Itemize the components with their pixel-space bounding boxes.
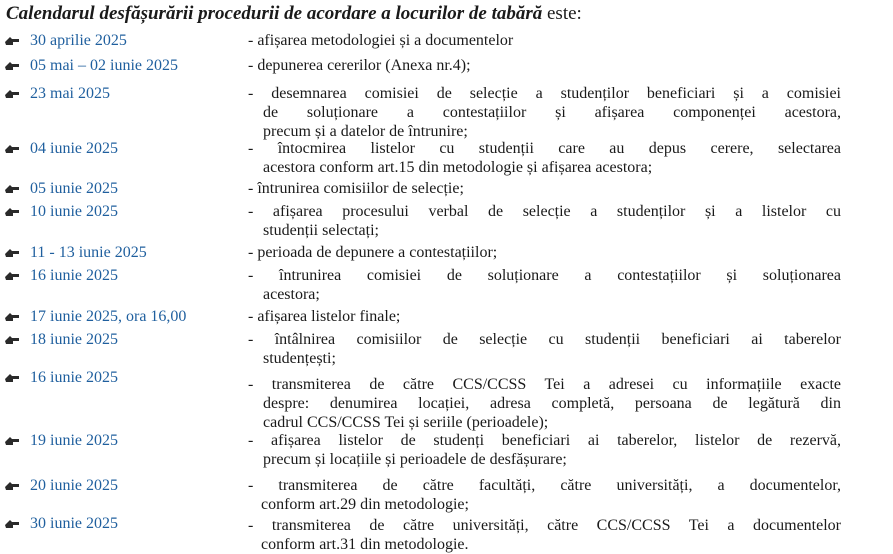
item-line: - transmiterea de către CCS/CCSS Tei a adresei cu informațiile exacte bbox=[248, 376, 841, 393]
item-line: cadrul CCS/CCSS Tei și seriile (perioadele); bbox=[263, 414, 549, 431]
item-description bbox=[248, 84, 841, 141]
item-date: 23 mai 2025 bbox=[30, 85, 110, 102]
item-date: 30 iunie 2025 bbox=[30, 515, 118, 532]
hand-pointing-icon bbox=[4, 370, 22, 386]
item-description bbox=[248, 31, 841, 50]
item-date: 16 iunie 2025 bbox=[30, 369, 118, 386]
item-line: - întocmirea listelor cu studenții care au depus cerere, selectarea bbox=[248, 140, 841, 157]
item-date: 20 iunie 2025 bbox=[30, 477, 118, 494]
item-line: - desemnarea comisiei de selecție a studenților beneficiari și a comisiei bbox=[248, 85, 841, 102]
title-bold: Calendarul desfășurării procedurii de acordare a locurilor de tabără bbox=[6, 3, 543, 24]
page-title bbox=[6, 3, 582, 25]
item-line: - întâlnirea comisiilor de selecție cu studenții beneficiari ai taberelor bbox=[248, 331, 841, 348]
item-line: precum și a datelor de întrunire; bbox=[263, 123, 468, 140]
item-line: conform art.31 din metodologie. bbox=[261, 536, 469, 553]
item-description bbox=[248, 375, 841, 432]
hand-pointing-icon bbox=[4, 245, 22, 261]
hand-pointing-icon bbox=[4, 86, 22, 102]
item-description bbox=[248, 431, 841, 469]
item-line: - transmiterea de către facultăți, către universități, a documentelor, bbox=[248, 477, 841, 494]
item-line: de soluționare a contestațiilor și afișarea componenței acestora, bbox=[263, 104, 841, 121]
item-description bbox=[248, 139, 841, 177]
item-description bbox=[248, 202, 841, 240]
item-line: - întrunirea comisiilor de selecție; bbox=[248, 180, 464, 197]
item-line: acestora; bbox=[263, 286, 320, 303]
hand-pointing-icon bbox=[4, 516, 22, 532]
hand-pointing-icon bbox=[4, 204, 22, 220]
item-description bbox=[248, 330, 841, 368]
item-date: 05 iunie 2025 bbox=[30, 180, 118, 197]
hand-pointing-icon bbox=[4, 33, 22, 49]
item-line: acestora conform art.15 din metodologie și afișarea acestora; bbox=[263, 159, 653, 176]
hand-pointing-icon bbox=[4, 478, 22, 494]
hand-pointing-icon bbox=[4, 433, 22, 449]
item-date: 11 - 13 iunie 2025 bbox=[30, 244, 147, 261]
item-date: 04 iunie 2025 bbox=[30, 140, 118, 157]
item-description bbox=[248, 266, 841, 304]
hand-pointing-icon bbox=[4, 58, 22, 74]
item-description bbox=[248, 307, 841, 326]
item-line: - întrunirea comisiei de soluționare a contestațiilor și soluționarea bbox=[248, 267, 841, 284]
item-line: conform art.29 din metodologie; bbox=[261, 496, 469, 513]
item-date: 18 iunie 2025 bbox=[30, 331, 118, 348]
item-line: - transmiterea de către universități, către CCS/CCSS Tei a documentelor bbox=[248, 517, 841, 534]
item-description bbox=[248, 56, 841, 75]
item-line: - depunerea cererilor (Anexa nr.4); bbox=[248, 57, 471, 74]
item-line: precum și locațiile și perioadele de desfășurare; bbox=[263, 451, 567, 468]
item-line: - afișarea listelor de studenți beneficiari ai taberelor, listelor de rezervă, bbox=[248, 432, 841, 449]
item-line: despre: denumirea locației, adresa completă, persoana de legătură din bbox=[263, 395, 841, 412]
hand-pointing-icon bbox=[4, 181, 22, 197]
item-description bbox=[248, 476, 841, 514]
hand-pointing-icon bbox=[4, 332, 22, 348]
item-line: - afișarea procesului verbal de selecție a studenților și a listelor cu bbox=[248, 203, 841, 220]
item-date: 10 iunie 2025 bbox=[30, 203, 118, 220]
hand-pointing-icon bbox=[4, 268, 22, 284]
item-date: 19 iunie 2025 bbox=[30, 432, 118, 449]
title-rest: este: bbox=[542, 3, 582, 24]
item-description bbox=[248, 179, 841, 198]
item-description bbox=[248, 243, 841, 262]
hand-pointing-icon bbox=[4, 141, 22, 157]
item-line: studențești; bbox=[263, 350, 336, 367]
item-line: - perioada de depunere a contestațiilor; bbox=[248, 244, 498, 261]
item-date: 30 aprilie 2025 bbox=[30, 32, 127, 49]
item-date: 17 iunie 2025, ora 16,00 bbox=[30, 308, 187, 325]
item-line: - afișarea metodologiei și a documentelor bbox=[248, 32, 514, 49]
item-line: - afișarea listelor finale; bbox=[248, 308, 401, 325]
hand-pointing-icon bbox=[4, 309, 22, 325]
item-line: studenții selectați; bbox=[263, 222, 379, 239]
item-date: 05 mai – 02 iunie 2025 bbox=[30, 57, 178, 74]
item-description bbox=[248, 516, 841, 554]
item-date: 16 iunie 2025 bbox=[30, 267, 118, 284]
